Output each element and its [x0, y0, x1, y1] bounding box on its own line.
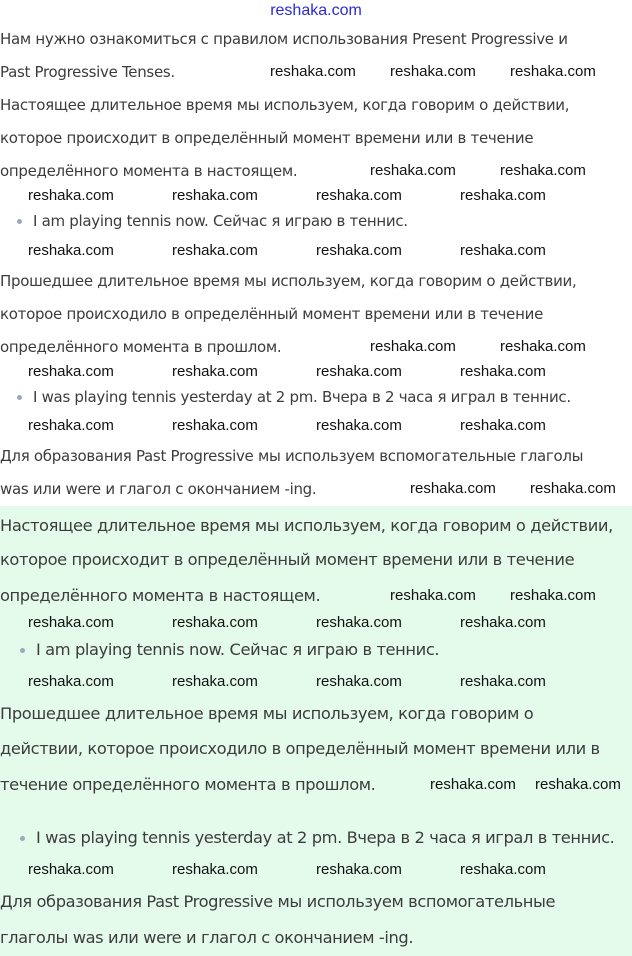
watermark: reshaka.com	[410, 480, 496, 497]
site-header-watermark: reshaka.com	[270, 2, 362, 19]
watermark: reshaka.com	[460, 614, 546, 631]
watermark: reshaka.com	[530, 480, 616, 497]
watermark: reshaka.com	[270, 63, 356, 80]
bullet-icon	[17, 395, 22, 400]
watermark: reshaka.com	[316, 363, 402, 380]
watermark: reshaka.com	[460, 417, 546, 434]
watermark: reshaka.com	[28, 187, 114, 204]
text-line: Нам нужно ознакомиться с правилом использования Present Progressive и	[0, 30, 568, 48]
watermark: reshaka.com	[510, 587, 596, 604]
watermark: reshaka.com	[510, 63, 596, 80]
watermark: reshaka.com	[460, 242, 546, 259]
watermark: reshaka.com	[28, 417, 114, 434]
text-line: Настоящее длительное время мы используем, когда говорим о действии,	[0, 516, 613, 535]
watermark: reshaka.com	[28, 242, 114, 259]
watermark: reshaka.com	[172, 363, 258, 380]
text-line: определённого момента в настоящем.	[0, 162, 298, 180]
text-line: течение определённого момента в прошлом.	[0, 775, 376, 794]
watermark: reshaka.com	[172, 614, 258, 631]
watermark: reshaka.com	[460, 861, 546, 878]
watermark: reshaka.com	[172, 861, 258, 878]
watermark: reshaka.com	[316, 673, 402, 690]
text-line: глаголы was или were и глагол с окончанием -ing.	[0, 928, 414, 947]
watermark: reshaka.com	[316, 187, 402, 204]
watermark: reshaka.com	[28, 861, 114, 878]
watermark: reshaka.com	[316, 861, 402, 878]
text-line: Прошедшее длительное время мы используем, когда говорим о действии,	[0, 272, 577, 290]
text-line: действии, которое происходило в определённый момент времени или в	[0, 739, 600, 758]
text-line: определённого момента в прошлом.	[0, 338, 282, 356]
watermark: reshaka.com	[535, 776, 621, 793]
watermark: reshaka.com	[28, 614, 114, 631]
bullet-example: I was playing tennis yesterday at 2 pm. Вчера в 2 часа я играл в теннис.	[36, 828, 615, 847]
text-line: Прошедшее длительное время мы используем, когда говорим о	[0, 704, 534, 723]
watermark: reshaka.com	[370, 162, 456, 179]
bullet-icon	[17, 219, 22, 224]
text-line: которое происходит в определённый момент времени или в течение	[0, 550, 575, 569]
watermark: reshaka.com	[430, 776, 516, 793]
watermark: reshaka.com	[172, 187, 258, 204]
watermark: reshaka.com	[460, 187, 546, 204]
bullet-example: I was playing tennis yesterday at 2 pm. Вчера в 2 часа я играл в теннис.	[33, 388, 571, 406]
watermark: reshaka.com	[28, 673, 114, 690]
highlighted-section	[0, 506, 632, 956]
watermark: reshaka.com	[28, 363, 114, 380]
text-line: которое происходит в определённый момент времени или в течение	[0, 129, 534, 147]
watermark: reshaka.com	[460, 673, 546, 690]
watermark: reshaka.com	[172, 417, 258, 434]
text-line: Настоящее длительное время мы используем, когда говорим о действии,	[0, 96, 570, 114]
watermark: reshaka.com	[316, 614, 402, 631]
watermark: reshaka.com	[500, 162, 586, 179]
watermark: reshaka.com	[316, 417, 402, 434]
watermark: reshaka.com	[390, 587, 476, 604]
text-line: Для образования Past Progressive мы используем вспомогательные глаголы	[0, 447, 584, 465]
text-line: которое происходило в определённый момент времени или в течение	[0, 305, 544, 323]
watermark: reshaka.com	[172, 242, 258, 259]
watermark: reshaka.com	[172, 673, 258, 690]
watermark: reshaka.com	[500, 338, 586, 355]
bullet-example: I am playing tennis now. Сейчас я играю в теннис.	[33, 212, 408, 230]
watermark: reshaka.com	[316, 242, 402, 259]
bullet-icon	[20, 648, 25, 653]
text-line: was или were и глагол с окончанием -ing.	[0, 480, 317, 498]
bullet-example: I am playing tennis now. Сейчас я играю в теннис.	[36, 640, 440, 659]
watermark: reshaka.com	[370, 338, 456, 355]
text-line: Для образования Past Progressive мы используем вспомогательные	[0, 892, 556, 911]
bullet-icon	[20, 836, 25, 841]
text-line: определённого момента в настоящем.	[0, 586, 321, 605]
watermark: reshaka.com	[460, 363, 546, 380]
watermark: reshaka.com	[390, 63, 476, 80]
text-line: Past Progressive Tenses.	[0, 63, 175, 81]
